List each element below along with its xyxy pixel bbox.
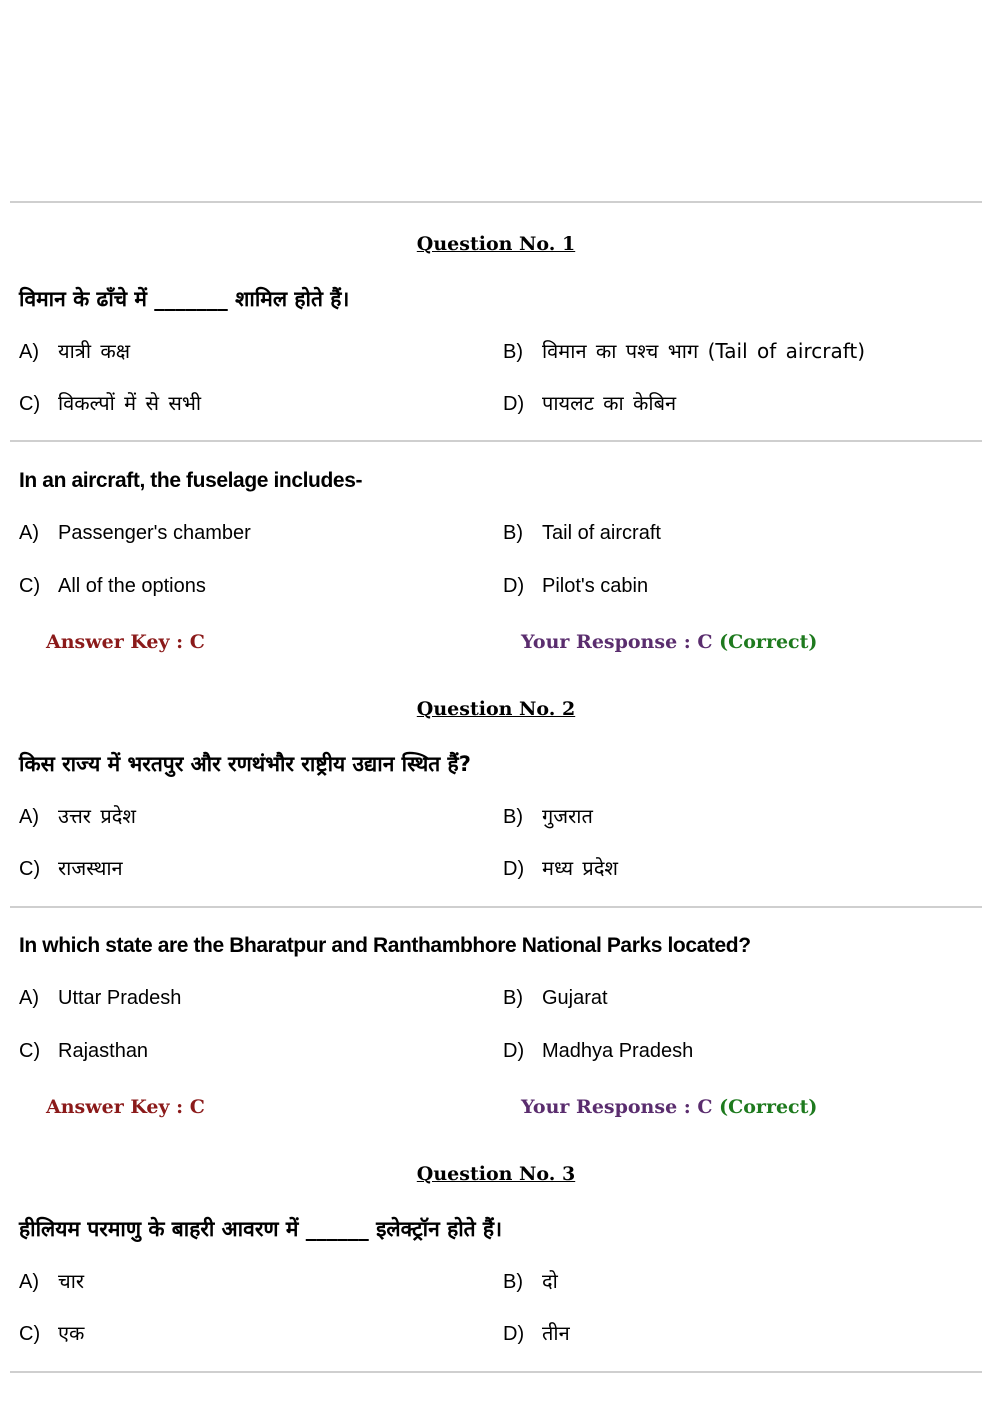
- your-response-label: Your Response :: [521, 1096, 698, 1118]
- option-c-hindi: [19, 388, 201, 418]
- option-a-english: [19, 518, 251, 548]
- option-letter: D): [503, 575, 525, 597]
- option-b-hindi: [503, 801, 593, 831]
- option-text: गुजरात: [542, 804, 593, 828]
- option-a-hindi: [19, 801, 136, 831]
- option-a-english: [19, 983, 181, 1013]
- option-letter: B): [503, 987, 523, 1009]
- option-letter: D): [503, 858, 525, 880]
- option-b-english: [503, 983, 608, 1013]
- your-response-label: Your Response :: [521, 631, 698, 653]
- option-b-hindi: [503, 1266, 558, 1296]
- option-c-hindi: [19, 1318, 84, 1348]
- response-status: (Correct): [712, 631, 818, 653]
- option-text: चार: [58, 1269, 85, 1293]
- option-letter: A): [19, 806, 39, 828]
- option-text: मध्य प्रदेश: [542, 856, 619, 880]
- option-text: पायलट का केबिन: [542, 391, 677, 415]
- answer-key-value: C: [189, 631, 205, 653]
- option-letter: B): [503, 806, 523, 828]
- option-text: राजस्थान: [58, 856, 123, 880]
- your-response: [521, 1094, 817, 1120]
- question-stem-hindi: किस राज्य में भरतपुर और रणथंभौर राष्ट्रीय उद्यान स्थित हैं?: [19, 752, 471, 776]
- divider: [10, 1371, 982, 1373]
- divider: [10, 440, 982, 442]
- answer-key-label: Answer Key :: [46, 1096, 190, 1118]
- option-d-english: [503, 1036, 693, 1066]
- option-text: विमान का पश्च भाग (Tail of aircraft): [542, 339, 866, 363]
- option-text: एक: [58, 1321, 85, 1345]
- question-stem-hindi: विमान के ढाँचे में _______ शामिल होते हैं।: [19, 287, 350, 311]
- option-a-hindi: [19, 1266, 84, 1296]
- option-d-hindi: [503, 388, 676, 418]
- option-text: Tail of aircraft: [542, 522, 661, 544]
- option-letter: C): [19, 1323, 41, 1345]
- option-letter: C): [19, 393, 41, 415]
- question-title: Question No. 3: [416, 1163, 576, 1185]
- option-letter: A): [19, 987, 39, 1009]
- answer-key-value: C: [189, 1096, 205, 1118]
- option-text: Pilot's cabin: [542, 575, 649, 597]
- option-letter: B): [503, 522, 523, 544]
- question-title: Question No. 1: [416, 233, 576, 255]
- option-c-english: [19, 571, 206, 601]
- divider: [10, 201, 982, 203]
- answer-key-label: Answer Key :: [46, 631, 190, 653]
- option-text: Passenger's chamber: [58, 522, 251, 544]
- your-response-value: C: [697, 631, 713, 653]
- option-text: उत्तर प्रदेश: [58, 804, 136, 828]
- question-title: Question No. 2: [416, 698, 576, 720]
- question-stem-english: In which state are the Bharatpur and Ranthambhore National Parks located?: [19, 934, 751, 957]
- option-letter: A): [19, 522, 39, 544]
- option-b-english: [503, 518, 661, 548]
- your-response-value: C: [697, 1096, 713, 1118]
- option-text: Rajasthan: [58, 1040, 149, 1062]
- option-text: यात्री कक्ष: [58, 339, 131, 363]
- option-letter: C): [19, 858, 41, 880]
- option-letter: A): [19, 341, 39, 363]
- option-text: Uttar Pradesh: [58, 987, 182, 1009]
- option-d-hindi: [503, 853, 618, 883]
- option-text: Madhya Pradesh: [542, 1040, 694, 1062]
- option-letter: B): [503, 1271, 523, 1293]
- option-text: Gujarat: [542, 987, 608, 1009]
- option-letter: C): [19, 575, 41, 597]
- question-stem-english: In an aircraft, the fuselage includes-: [19, 469, 363, 492]
- option-letter: D): [503, 393, 525, 415]
- your-response: [521, 629, 817, 655]
- option-d-english: [503, 571, 648, 601]
- divider: [10, 906, 982, 908]
- option-d-hindi: [503, 1318, 570, 1348]
- question-stem-hindi: हीलियम परमाणु के बाहरी आवरण में ______ इलेक्ट्रॉन होते हैं।: [19, 1217, 503, 1241]
- option-letter: D): [503, 1040, 525, 1062]
- option-letter: D): [503, 1323, 525, 1345]
- option-letter: A): [19, 1271, 39, 1293]
- option-c-english: [19, 1036, 148, 1066]
- option-c-hindi: [19, 853, 123, 883]
- option-letter: B): [503, 341, 523, 363]
- response-status: (Correct): [712, 1096, 818, 1118]
- option-a-hindi: [19, 336, 130, 366]
- option-text: तीन: [542, 1321, 570, 1345]
- option-letter: C): [19, 1040, 41, 1062]
- option-text: दो: [542, 1269, 558, 1293]
- option-b-hindi: [503, 336, 865, 366]
- answer-key: [46, 629, 205, 655]
- option-text: विकल्पों में से सभी: [58, 391, 202, 415]
- option-text: All of the options: [58, 575, 206, 597]
- answer-key: [46, 1094, 205, 1120]
